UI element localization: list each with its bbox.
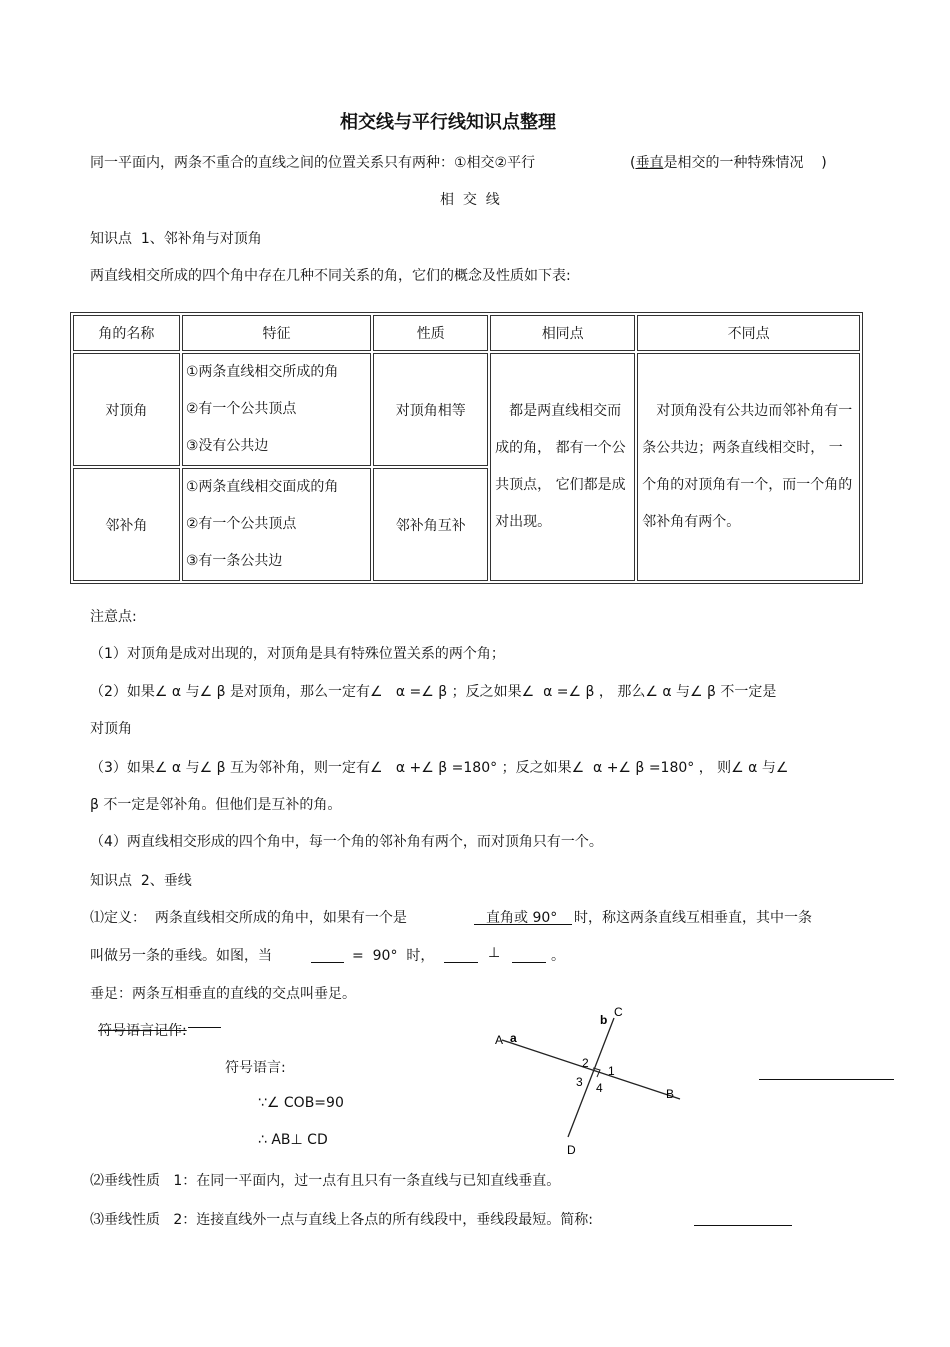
feature-item: ①两条直线相交所成的角 [185, 364, 339, 380]
short-name-blank-line[interactable] [694, 1225, 792, 1226]
label-A: A [495, 1033, 504, 1047]
definition-blank-line [474, 924, 572, 925]
feature-item: ②有一个公共顶点 [185, 516, 297, 532]
angle-properties-table [70, 312, 863, 584]
perpendicular-symbol: ⊥ [488, 945, 501, 961]
blank-line[interactable] [311, 962, 344, 963]
intro-note-open: ( [630, 155, 636, 171]
property-cell: 对顶角相等 [373, 353, 488, 466]
label-b: b [600, 1013, 608, 1027]
notes-heading: 注意点: [90, 609, 137, 625]
perpendicular-lines-figure [490, 1000, 690, 1160]
angle-label-3: 3 [576, 1075, 583, 1089]
label-C: C [614, 1005, 623, 1019]
property-2: ⑶垂线性质 2：连接直线外一点与直线上各点的所有线段中，垂线段最短。简称: [90, 1212, 593, 1228]
property-cell: 邻补角互补 [373, 468, 488, 581]
kp1-heading: 知识点 1、邻补角与对顶角 [90, 231, 262, 247]
section-heading: 相 交 线 [440, 192, 500, 208]
because-statement: ∵∠ COB=90 [258, 1095, 344, 1111]
note-1: （1）对顶角是成对出现的，对顶角是具有特殊位置关系的两个角； [90, 646, 505, 662]
header-cell: 不同点 [637, 315, 860, 351]
intro-note-underlined: 垂直 [635, 155, 664, 171]
feature-item: ③没有公共边 [185, 438, 269, 454]
note-3-line2: β 不一定是邻补角。但他们是互补的角。 [90, 797, 342, 813]
label-a: a [510, 1031, 517, 1045]
definition-line2-a: 叫做另一条的垂线。如图，当 [90, 948, 272, 964]
angle-name-cell: 邻补角 [73, 468, 180, 581]
therefore-statement: ∴ AB⊥ CD [258, 1132, 328, 1148]
feature-item: ②有一个公共顶点 [185, 401, 297, 417]
definition-prefix: ⑴定义： 两条直线相交所成的角中，如果有一个是 [90, 910, 407, 926]
intro-note-close: ) [821, 155, 827, 171]
symbol-language-struck: 符号语言记作: [98, 1023, 187, 1039]
definition-line2-end: 。 [551, 948, 565, 964]
label-D: D [567, 1143, 576, 1157]
intro-note [630, 152, 827, 172]
property-1: ⑵垂线性质 1：在同一平面内，过一点有且只有一条直线与已知直线垂直。 [90, 1173, 561, 1189]
table-row [73, 353, 860, 466]
note-2-line2: 对顶角 [90, 721, 132, 737]
angle-label-1: 1 [608, 1064, 615, 1078]
intro-text: 同一平面内，两条不重合的直线之间的位置关系只有两种：①相交②平行 [90, 155, 536, 171]
blank-line[interactable] [512, 962, 546, 963]
header-cell: 特征 [182, 315, 371, 351]
features-cell [182, 468, 371, 581]
header-cell: 角的名称 [73, 315, 180, 351]
note-4: （4）两直线相交形成的四个角中，每一个角的邻补角有两个，而对顶角只有一个。 [90, 834, 603, 850]
angle-label-2: 2 [582, 1056, 589, 1070]
label-B: B [666, 1087, 675, 1101]
answer-blank-line[interactable] [759, 1079, 894, 1080]
foot-definition: 垂足：两条互相垂直的直线的交点叫垂足。 [90, 986, 356, 1002]
angle-name-cell: 对顶角 [73, 353, 180, 466]
definition-line2-b: = 90° 时， [352, 948, 435, 964]
kp1-desc: 两直线相交所成的四个角中存在几种不同关系的角，它们的概念及性质如下表: [90, 268, 571, 284]
feature-item: ③有一条公共边 [185, 553, 283, 569]
note-3-line1: （3）如果∠ α 与∠ β 互为邻补角，则一定有∠ α +∠ β =180° ；反之如果∠ α +∠ β =180° ， 则∠ α 与∠ [90, 760, 789, 776]
symbol-language-label: 符号语言: [225, 1060, 286, 1076]
definition-answer: 直角或 90° [486, 910, 558, 926]
angle-label-4: 4 [596, 1081, 603, 1095]
header-cell: 性质 [373, 315, 488, 351]
page-title: 相交线与平行线知识点整理 [340, 112, 556, 133]
common-points-cell: 都是两直线相交而成的角， 都有一个公共顶点， 它们都是成对出现。 [490, 353, 635, 581]
header-cell: 相同点 [490, 315, 635, 351]
definition-suffix: 时，称这两条直线互相垂直，其中一条 [574, 910, 812, 926]
strike-extension [188, 1027, 221, 1028]
note-2-line1: （2）如果∠ α 与∠ β 是对顶角，那么一定有∠ α =∠ β ；反之如果∠ α =∠ β ， 那么∠ α 与∠ β 不一定是 [90, 684, 777, 700]
feature-item: ①两条直线相交面成的角 [185, 479, 339, 495]
differences-cell: 对顶角没有公共边而邻补角有一条公共边；两条直线相交时， 一个角的对顶角有一个，而一个角的邻补角有两个。 [637, 353, 860, 581]
blank-line[interactable] [444, 962, 478, 963]
features-cell [182, 353, 371, 466]
line-ab [502, 1040, 680, 1099]
table-header-row [73, 315, 860, 351]
kp2-heading: 知识点 2、垂线 [90, 873, 192, 889]
intro-note-rest: 是相交的一种特殊情况 [663, 155, 804, 171]
